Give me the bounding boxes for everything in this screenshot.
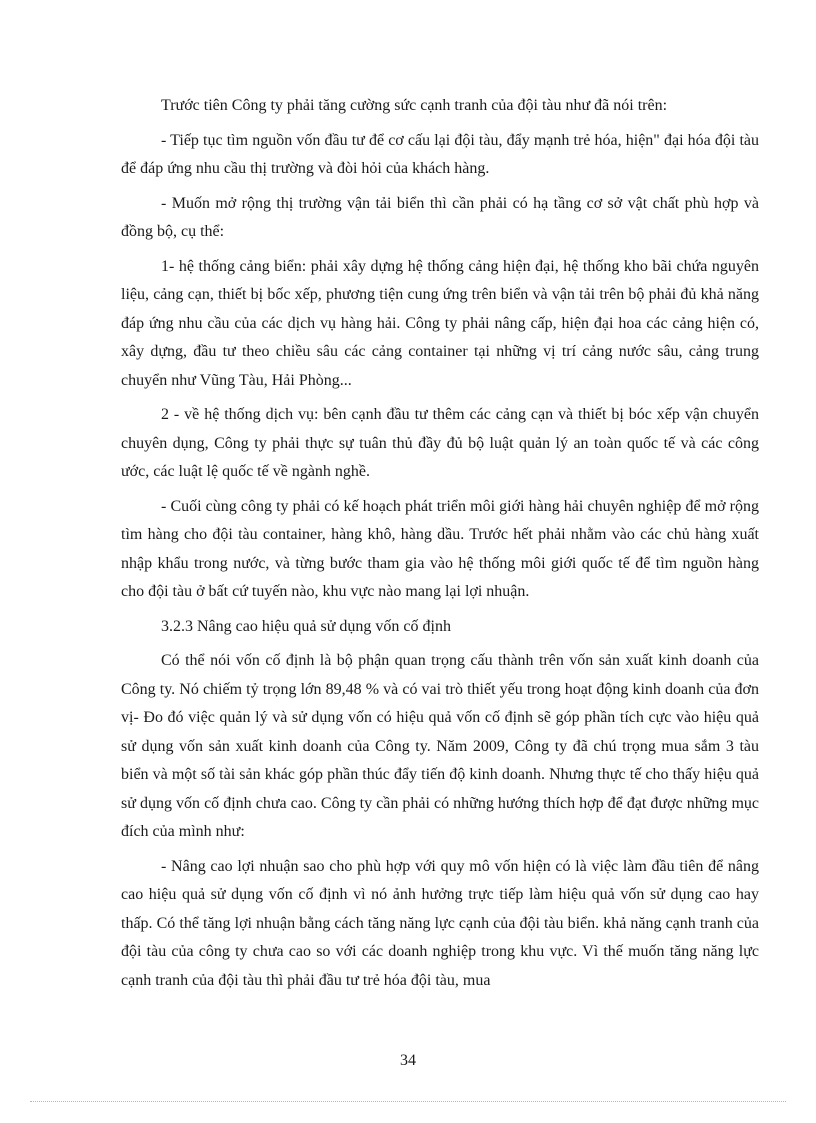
page-number: 34 (400, 1052, 416, 1069)
paragraph-fixed-capital: Có thể nói vốn cố định là bộ phận quan trọng cấu thành trên vốn sản xuất kinh doanh của Công ty. Nó chiếm tỷ trọng lớn 89,48 % và có vai trò thiết yếu trong hoạt động kinh doanh của đơn vị- Đo đó việc quản lý và sử dụng vốn có hiệu quả vốn cố định sẽ góp phần tích cực vào hiệu quả sử dụng vốn sản xuất kinh doanh của Công ty. Năm 2009, Công ty đã chú trọng mua sắm 3 tàu biển và một số tài sản khác góp phần thúc đẩy tiến độ kinh doanh. Nhưng thực tế cho thấy hiệu quả sử dụng vốn cố định chưa cao. Công ty cần phải có những hướng thích hợp để đạt được những mục đích của mình như: (121, 652, 759, 840)
paragraph-fleet-renewal: - Tiếp tục tìm nguồn vốn đầu tư để cơ cấu lại đội tàu, đẩy mạnh trẻ hóa, hiện" đại hóa đội tàu để đáp ứng nhu cầu thị trường và đòi hỏi của khách hàng. (121, 131, 759, 177)
paragraph-intro: Trước tiên Công ty phải tăng cường sức cạnh tranh của đội tàu như đã nói trên: (161, 97, 668, 114)
page-body (121, 92, 759, 1001)
paragraph-brokerage: - Cuối cùng công ty phải có kế hoạch phát triển môi giới hàng hải chuyên nghiệp để mở rộng tìm hàng cho đội tàu container, hàng khô, hàng dầu. Trước hết phải nhằm vào các chủ hàng xuất nhập khẩu trong nước, và từng bước tham gia vào hệ thống môi giới quốc tế để tìm nguồn hàng cho đội tàu ở bất cứ tuyến nào, khu vực nào mang lại lợi nhuận. (121, 497, 759, 600)
paragraph-service-system: 2 - về hệ thống dịch vụ: bên cạnh đầu tư thêm các cảng cạn và thiết bị bóc xếp vận chuyển chuyên dụng, Công ty phải thực sự tuân thủ đầy đủ bộ luật quản lý an toàn quốc tế và các công ước, các luật lệ quốc tế về ngành nghề. (121, 406, 759, 480)
paragraph-port-system: 1- hệ thống cảng biển: phải xây dựng hệ thống cảng hiện đại, hệ thống kho bãi chứa nguyên liệu, cảng cạn, thiết bị bốc xếp, phương tiện cung ứng trên biển và vận tải trên bộ phải đủ khả năng đáp ứng nhu cầu của các dịch vụ hàng hải. Công ty phải nâng cấp, hiện đại hoa các cảng hiện có, xây dựng, đầu tư theo chiều sâu các cảng container tại những vị trí cảng nước sâu, cảng trung chuyển như Vũng Tàu, Hải Phòng... (121, 257, 759, 389)
section-heading: 3.2.3 Nâng cao hiệu quả sử dụng vốn cố định (161, 617, 451, 635)
paragraph-infrastructure: - Muốn mở rộng thị trường vận tải biển thì cần phải có hạ tầng cơ sở vật chất phù hợp và đồng bộ, cụ thể: (121, 194, 759, 240)
footer-divider (30, 1101, 786, 1102)
paragraph-profit-increase: - Nâng cao lợi nhuận sao cho phù hợp với quy mô vốn hiện có là việc làm đầu tiên để nâng cao hiệu quả sử dụng vốn cố định vì nó ảnh hưởng trực tiếp làm hiệu quả vốn sử dụng cao hay thấp. Có thể tăng lợi nhuận bằng cách tăng năng lực cạnh của đội tàu biển. khả năng cạnh tranh của đội tàu của công ty chưa cao so với các doanh nghiệp trong khu vực. Vì thế muốn tăng năng lực cạnh tranh của đội tàu thì phải đầu tư trẻ hóa đội tàu, mua (121, 857, 759, 989)
